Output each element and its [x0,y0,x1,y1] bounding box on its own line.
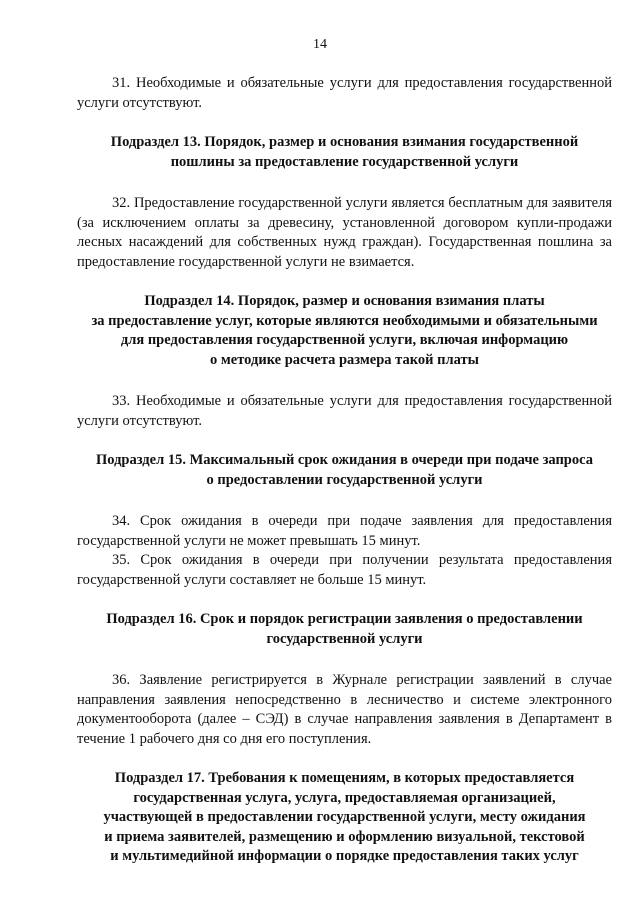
heading-line: Подраздел 16. Срок и порядок регистрации заявления о предоставлении [106,611,583,627]
paragraph-31: 31. Необходимые и обязательные услуги для предоставления государственной услуги отсутствуют. [77,75,612,111]
heading-line: для предоставления государственной услуги, включая информацию [120,332,569,348]
heading-line: государственной услуги [266,630,423,647]
paragraph-35: 35. Срок ожидания в очереди при получении результата предоставления государственной услуги составляет не больше 15 минут. [77,552,612,588]
document-body [77,74,612,867]
heading-line: о предоставлении государственной услуги [206,471,483,488]
heading-line: Подраздел 13. Порядок, размер и основания взимания государственной [110,134,579,150]
heading-line: государственная услуга, услуга, предоставляемая организацией, [133,789,556,806]
heading-line: о методике расчета размера такой платы [210,351,479,368]
heading-line: Подраздел 17. Требования к помещениям, в которых предоставляется [114,770,575,786]
paragraph-33: 33. Необходимые и обязательные услуги для предоставления государственной услуги отсутствуют. [77,393,612,429]
paragraph-32: 32. Предоставление государственной услуги является бесплатным для заявителя (за исключением оплаты за древесину, установленной договором купли-продажи лесных насаждений для собственных нужд граждан). Государственная пошлина за предоставление государственной услуги не взимается. [77,195,612,270]
heading-line: и приема заявителей, размещению и оформлению визуальной, текстовой [104,828,585,845]
heading-line: Подраздел 14. Порядок, размер и основания взимания платы [144,293,545,309]
heading-line: пошлины за предоставление государственной услуги [170,153,519,170]
heading-line: Подраздел 15. Максимальный срок ожидания в очереди при подаче запроса [95,452,593,468]
heading-subsection-16 [77,610,612,649]
heading-subsection-15 [77,451,612,490]
paragraph-36: 36. Заявление регистрируется в Журнале регистрации заявлений в случае направления заявления непосредственно в лесничество и системе электронного документооборота (далее – СЭД) в случае направления заявления в Департамент в течение 1 рабочего дня со дня его поступления. [77,672,612,747]
heading-subsection-13 [77,133,612,172]
heading-subsection-17 [77,769,612,867]
heading-line: за предоставление услуг, которые являются необходимыми и обязательными [91,312,598,329]
heading-line: участвующей в предоставлении государственной услуги, месту ожидания [103,809,586,825]
paragraph-34: 34. Срок ожидания в очереди при подаче заявления для предоставления государственной услуги не может превышать 15 минут. [77,513,612,549]
heading-subsection-14 [77,292,612,370]
page-number: 14 [313,37,327,52]
heading-line: и мультимедийной информации о порядке предоставления таких услуг [110,848,579,864]
